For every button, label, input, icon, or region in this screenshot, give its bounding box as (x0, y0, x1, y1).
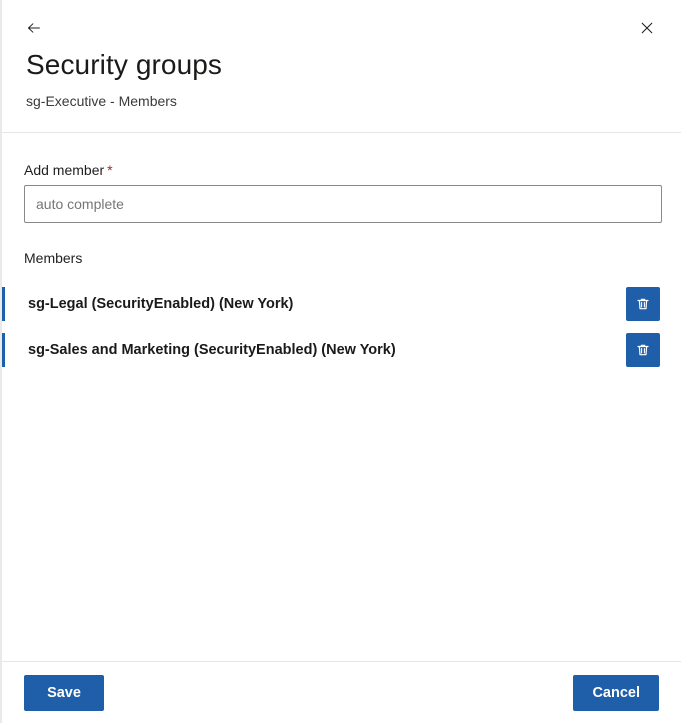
add-member-label-text: Add member (24, 162, 105, 178)
list-item[interactable] (24, 281, 659, 327)
breadcrumb: sg-Executive - Members (26, 93, 177, 109)
page-title: Security groups (26, 49, 223, 80)
panel-header (0, 0, 681, 133)
members-section-label: Members (24, 250, 83, 266)
list-item[interactable] (24, 327, 659, 373)
members-list (24, 281, 659, 373)
add-member-label (24, 161, 659, 179)
cancel-button[interactable]: Cancel (573, 675, 659, 711)
member-name: sg-Legal (SecurityEnabled) (New York) (28, 296, 294, 312)
member-name: sg-Sales and Marketing (SecurityEnabled) (New York) (28, 342, 396, 358)
selection-accent-bar (2, 333, 5, 367)
save-button[interactable]: Save (24, 675, 104, 711)
close-icon[interactable] (633, 14, 661, 42)
arrow-left-icon[interactable] (20, 14, 48, 42)
required-marker: * (107, 162, 113, 178)
panel-footer (0, 661, 681, 723)
add-member-input[interactable] (24, 185, 662, 223)
trash-icon[interactable] (626, 287, 660, 321)
header-toolbar (26, 14, 657, 42)
selection-accent-bar (2, 287, 5, 321)
trash-icon[interactable] (626, 333, 660, 367)
panel-body (0, 133, 681, 661)
